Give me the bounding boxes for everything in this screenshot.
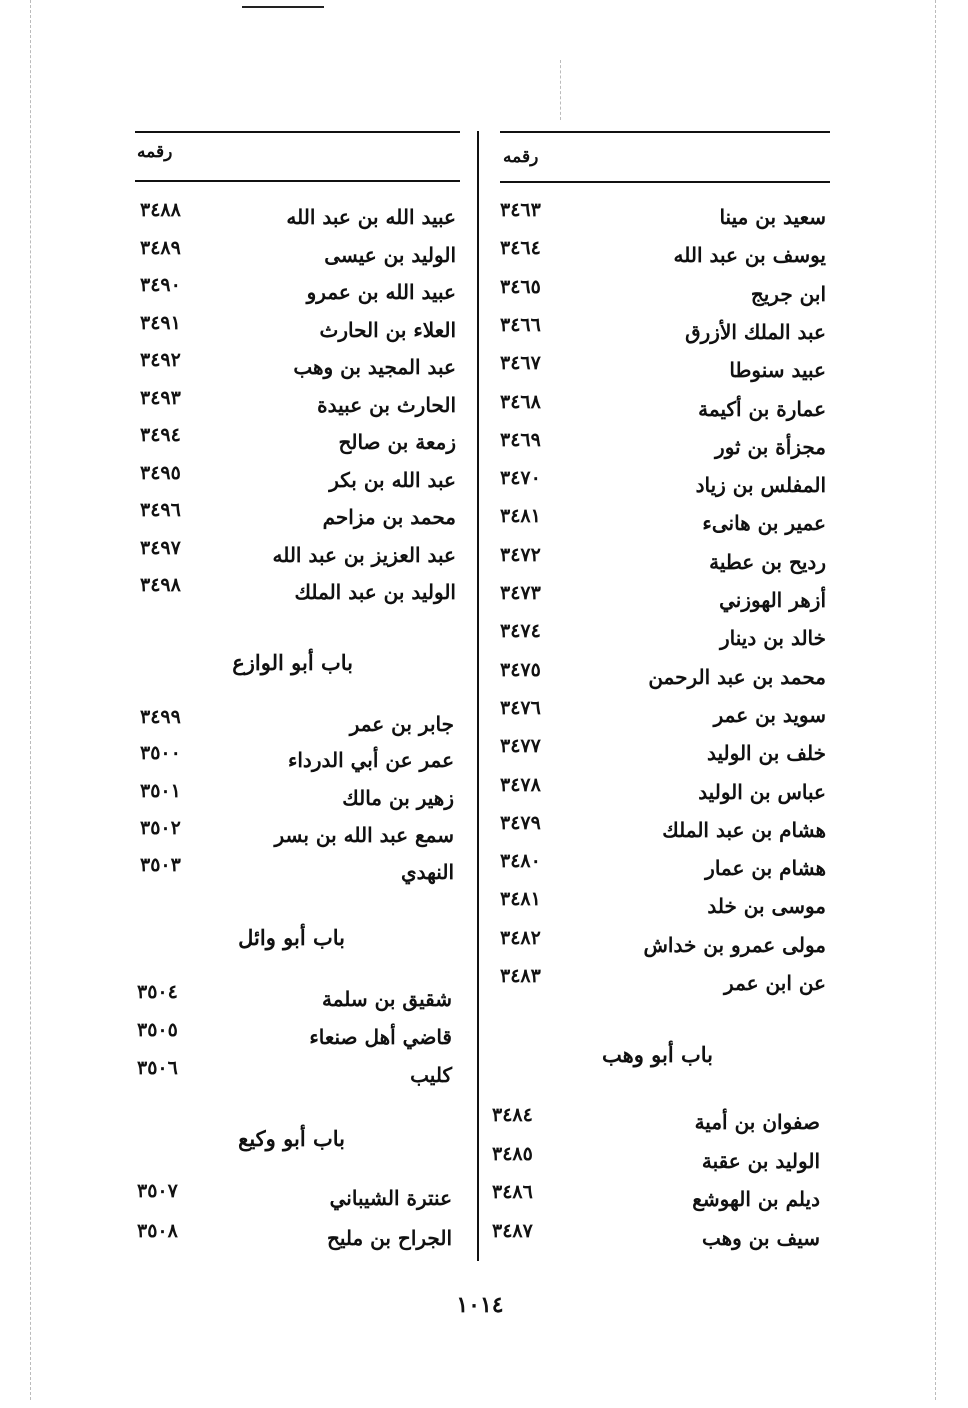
entry-number: ٣٤٩٥ [140,462,181,484]
entry-number: ٣٤٧٠ [500,467,541,489]
entry-number: ٣٤٦٦ [500,314,541,336]
entry-name: سويد بن عمر [713,703,826,727]
entry-number: ٣٥٠١ [140,780,181,802]
entry-number: ٣٤٩٣ [140,387,181,409]
section-heading: باب أبو الوازع [232,650,353,675]
entry-number: ٣٤٨٤ [492,1104,533,1126]
entry-number: ٣٤٦٩ [500,429,541,451]
entry-number: ٣٤٨٣ [500,965,541,987]
entry-name: عبد العزيز بن عبد الله [272,543,456,567]
entry-name: عبيد سنوطا [729,358,826,382]
entry-name: عبيد الله بن عمرو [306,280,456,304]
entry-name: خالد بن دينار [719,626,826,650]
entry-name: النهدي [400,860,454,884]
entry-name: سمع عبد الله بن بسر [274,823,454,847]
right-header-label: رقمه [503,147,539,167]
entry-name: عمر عن أبي الدرداء [287,748,454,772]
section-heading: باب أبو وكيع [238,1126,345,1151]
entry-name: الحارث بن عبيدة [317,393,456,417]
entry-number: ٣٤٧٤ [500,620,541,642]
entry-name: الوليد بن عبد الملك [294,580,456,604]
entry-number: ٣٤٩٩ [140,706,181,728]
entry-name: موسى بن خلد [707,894,826,918]
entry-name: عمارة بن أكيمة [698,397,826,421]
entry-number: ٣٤٧٥ [500,659,541,681]
entry-name: زمعة بن صالح [338,430,456,454]
entry-name: جابر بن عمر [349,712,454,736]
entry-name: عبد الملك الأزرق [685,320,826,344]
entry-number: ٣٤٩٠ [140,274,181,296]
entry-number: ٣٤٩٦ [140,499,181,521]
entry-number: ٣٤٩٨ [140,574,181,596]
entry-number: ٣٤٦٥ [500,276,541,298]
entry-name: عبد المجيد بن وهب [293,355,456,379]
entry-number: ٣٤٧٨ [500,774,541,796]
entry-number: ٣٤٨٠ [500,850,541,872]
entry-name: مولى عمرو بن خداش [643,933,826,957]
entry-number: ٣٤٨٩ [140,237,181,259]
entry-name: يوسف بن عبد الله [673,243,826,267]
entry-number: ٣٤٨١ [500,888,541,910]
entry-number: ٣٤٦٤ [500,237,541,259]
entry-number: ٣٥٠٤ [137,981,178,1003]
entry-number: ٣٤٨٢ [500,927,541,949]
entry-name: محمد بن عبد الرحمن [648,665,826,689]
entry-number: ٣٥٠٦ [137,1057,178,1079]
entry-name: عبد الله بن بكر [329,468,456,492]
left-header-label: رقمه [137,142,173,162]
entry-name: الجراح بن مليح [326,1226,452,1250]
entry-number: ٣٥٠٥ [137,1019,178,1041]
entry-name: الوليد بن عقبة [701,1149,820,1173]
entry-name: الوليد بن عيسى [324,243,456,267]
entry-number: ٣٤٨٦ [492,1181,533,1203]
entry-name: عمير بن هانىء [702,511,826,535]
entry-number: ٣٤٩٤ [140,424,181,446]
entry-name: عباس بن الوليد [698,780,826,804]
entry-name: خلف بن الوليد [706,741,826,765]
entry-name: صفوان بن أمية [694,1110,820,1134]
entry-name: ابن جريج [750,282,826,306]
entry-number: ٣٤٩٢ [140,349,181,371]
entry-name: رديح بن عطية [709,550,826,574]
entry-name: مجزأة بن ثور [715,435,826,459]
entry-number: ٣٤٧٣ [500,582,541,604]
entry-number: ٣٤٧٧ [500,735,541,757]
section-heading: باب أبو وائل [238,925,345,950]
entry-number: ٣٤٧٩ [500,812,541,834]
entry-name: قاضي أهل صنعاء [309,1025,452,1049]
entry-name: المفلس بن زياد [695,473,826,497]
entry-number: ٣٥٠٨ [137,1220,178,1242]
entry-name: عنترة الشيباني [329,1186,452,1210]
entry-number: ٣٥٠٣ [140,854,181,876]
entry-name: هشام بن عمار [705,856,826,880]
entry-number: ٣٤٩١ [140,312,181,334]
entry-number: ٣٥٠٧ [137,1180,178,1202]
entry-number: ٣٤٩٧ [140,537,181,559]
entry-number: ٣٥٠٠ [140,742,181,764]
entry-number: ٣٤٦٧ [500,352,541,374]
entry-number: ٣٥٠٢ [140,817,181,839]
page-number: ١٠١٤ [456,1292,504,1318]
entry-number: ٣٤٨٧ [492,1220,533,1242]
entry-number: ٣٤٧٢ [500,544,541,566]
entry-name: سعيد بن مينا [719,205,826,229]
entry-name: زهير بن مالك [342,786,454,810]
entry-name: سيف بن وهب [701,1226,820,1250]
section-heading: باب أبو وهب [602,1042,713,1067]
entry-number: ٣٤٦٣ [500,199,541,221]
entry-name: أزهر الهوزني [719,588,826,612]
entry-number: ٣٤٦٨ [500,391,541,413]
entry-name: هشام بن عبد الملك [662,818,826,842]
entry-name: ديلم بن الهوشع [692,1187,820,1211]
entry-name: عبيد الله بن عبد الله [286,205,456,229]
entry-name: محمد بن مزاحم [322,505,456,529]
entry-name: شقيق بن سلمة [322,987,452,1011]
entry-name: عن ابن عمر [724,971,826,995]
entry-number: ٣٤٧٦ [500,697,541,719]
entry-name: كليب [410,1063,452,1087]
entry-number: ٣٤٨١ [500,505,541,527]
entry-number: ٣٤٨٥ [492,1143,533,1165]
entry-number: ٣٤٨٨ [140,199,181,221]
entry-name: العلاء بن الحارث [319,318,456,342]
